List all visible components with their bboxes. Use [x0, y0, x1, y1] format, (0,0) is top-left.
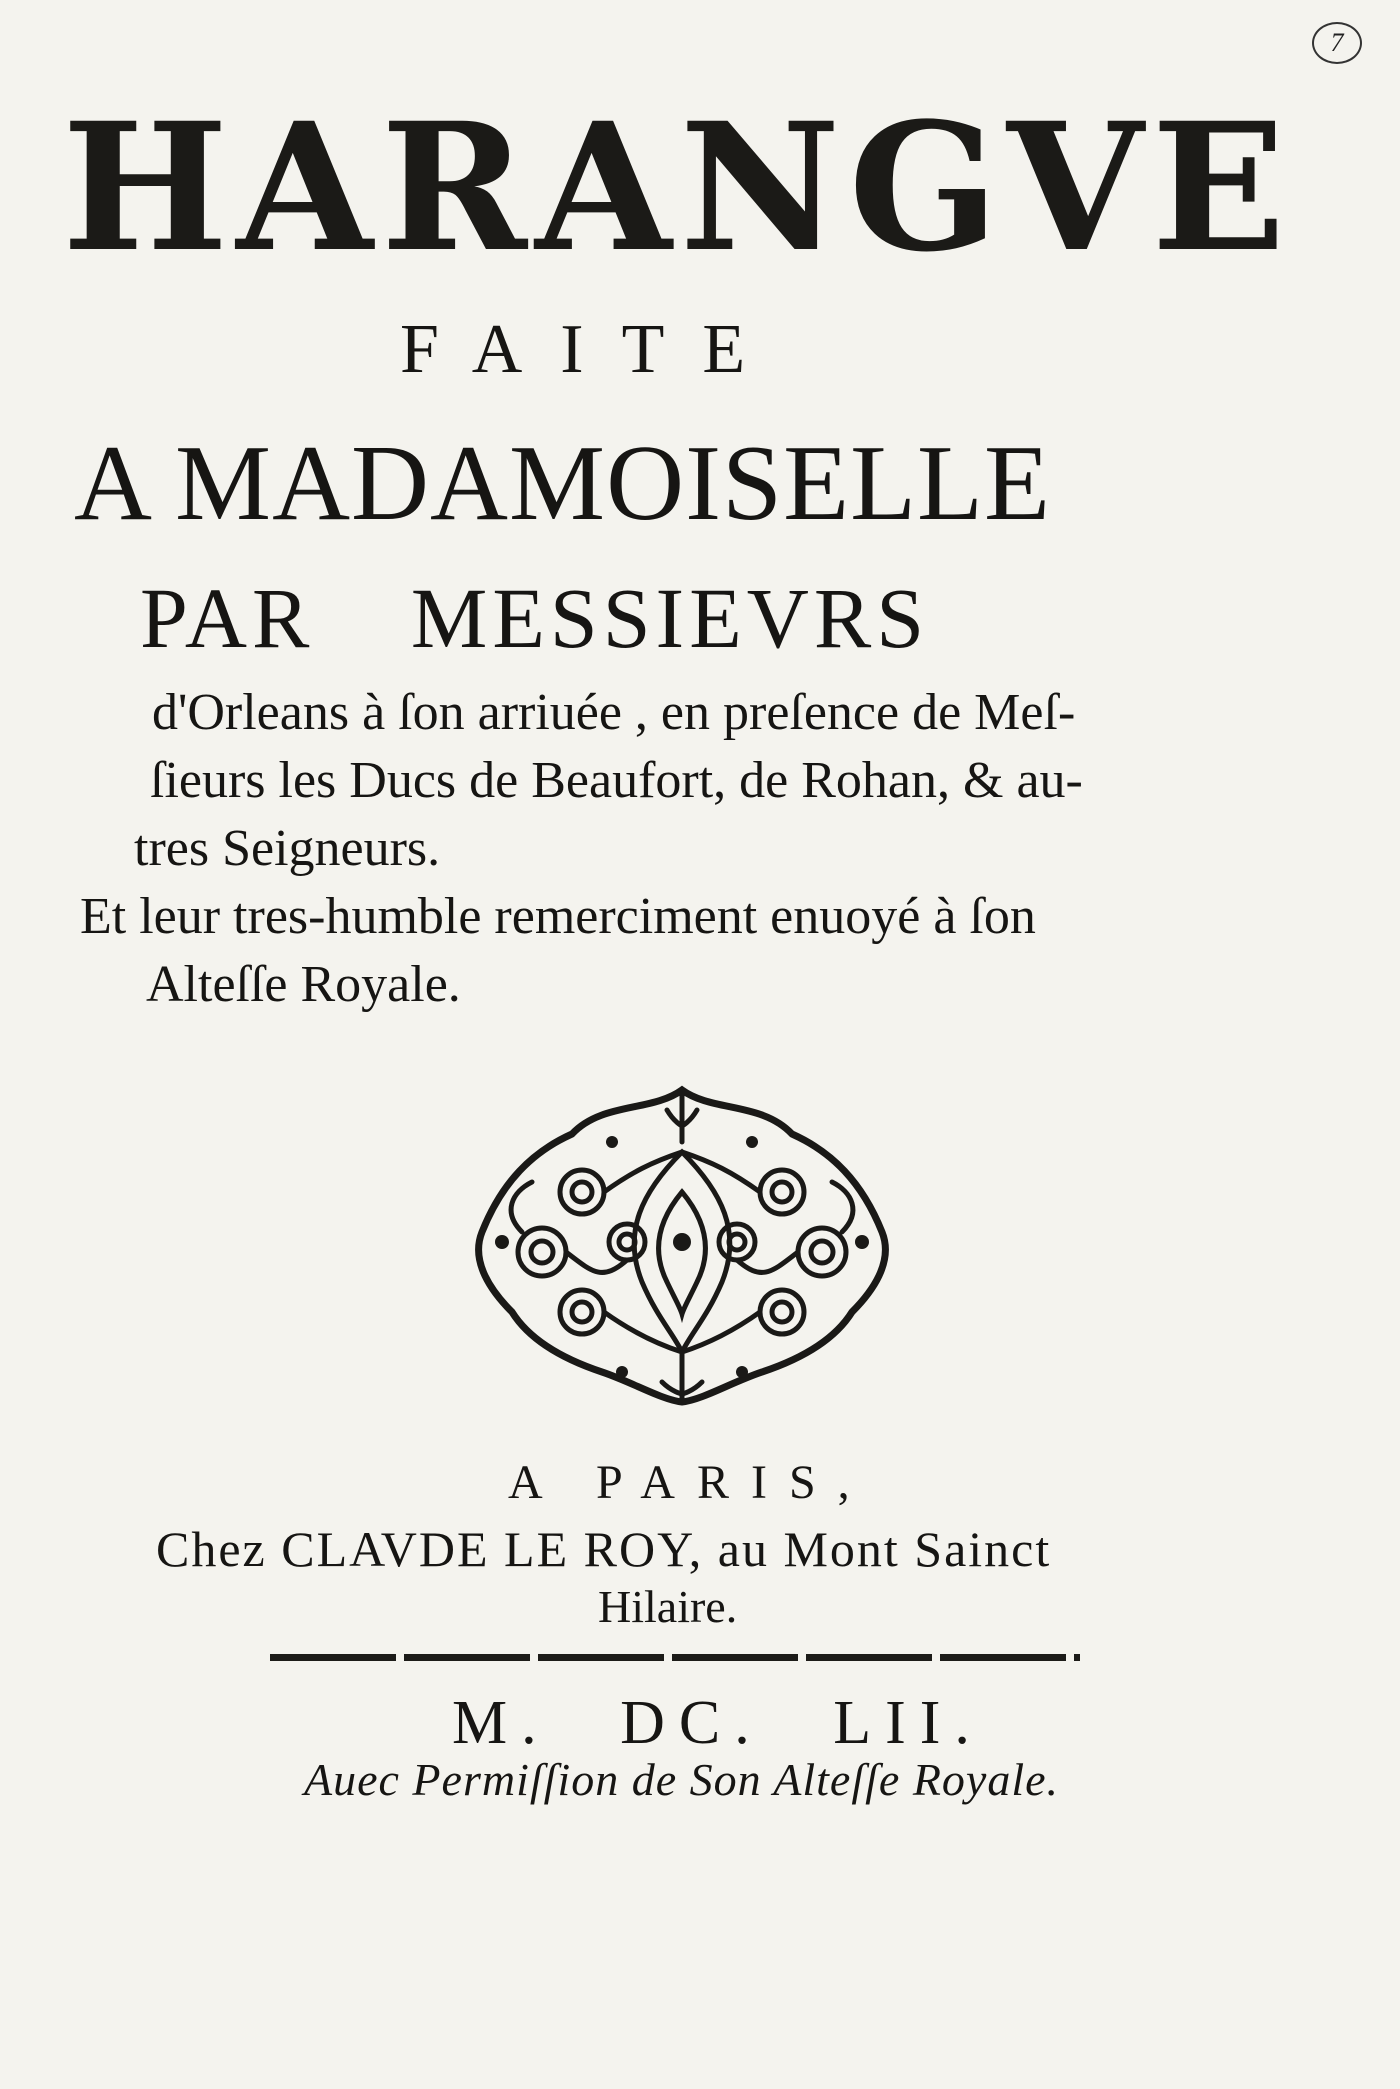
title-faite: FAITE — [400, 311, 784, 388]
fleuron-ornament-icon — [462, 1082, 902, 1408]
title-par-messievrs: PAR MESSIEVRS — [140, 570, 930, 666]
page-number: 7 — [1312, 22, 1362, 64]
imprint-place: A PARIS, — [508, 1456, 872, 1509]
title-a-madamoiselle: A MADAMOISELLE — [74, 424, 1051, 543]
imprint-publisher-continued: Hilaire. — [598, 1581, 738, 1632]
horizontal-rule — [270, 1654, 1080, 1661]
imprint-date: M. DC. LII. — [452, 1689, 984, 1757]
title-harangve: HARANGVE — [62, 84, 1294, 291]
imprint-publisher: Chez CLAVDE LE ROY, au Mont Sainct — [156, 1521, 1052, 1577]
subtitle-line-3: tres Seigneurs. — [134, 820, 441, 877]
subtitle-line-5: Alteſſe Royale. — [146, 956, 461, 1013]
subtitle-line-1: d'Orleans à ſon arriuée , en preſence de Meſ- — [152, 684, 1076, 741]
subtitle-line-4: Et leur tres-humble remerciment enuoyé à ſon — [80, 888, 1036, 945]
subtitle-line-2: ſieurs les Ducs de Beaufort, de Rohan, & au- — [150, 752, 1083, 809]
privilege-statement: Auec Permiſſion de Son Alteſſe Royale. — [304, 1754, 1060, 1805]
